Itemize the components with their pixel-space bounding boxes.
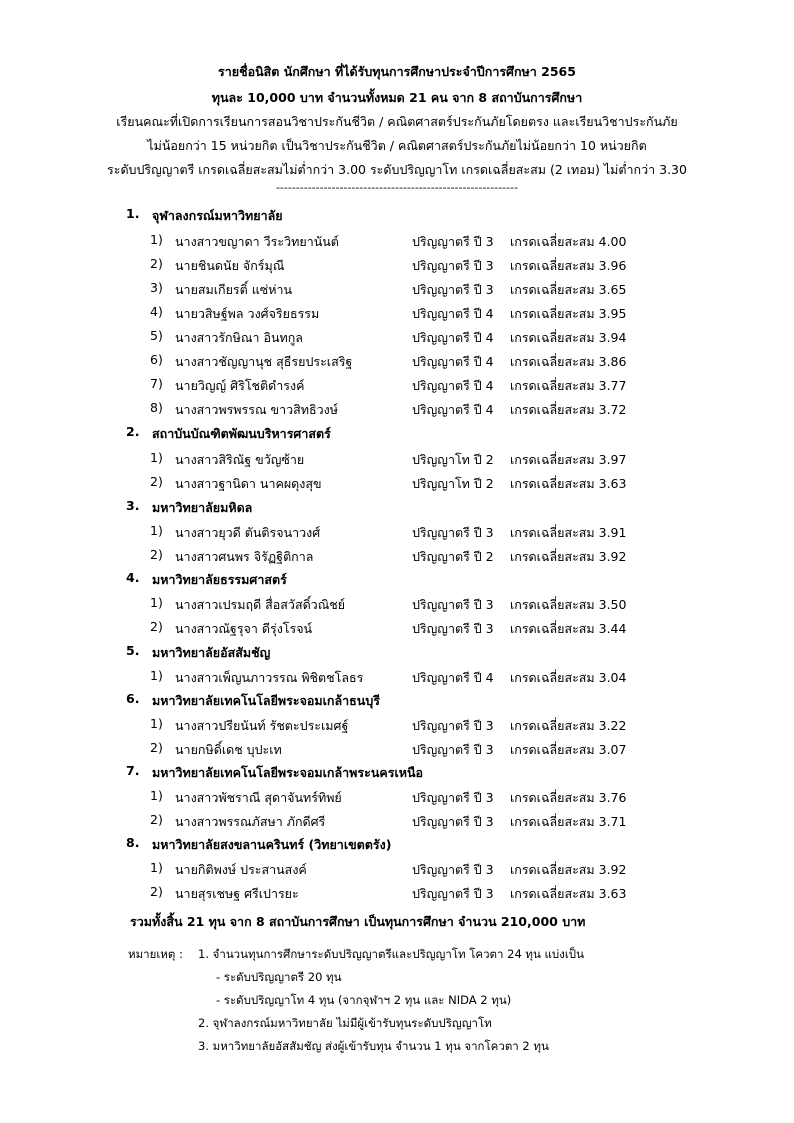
institution-number: 2. xyxy=(126,424,140,439)
student-index: 5) xyxy=(150,328,163,343)
student-name: นางสาวพัชราณี สุดาจันทร์ทิพย์ xyxy=(175,790,342,805)
student-name: นางสาวยุวดี ตันติรจนาวงศ์ xyxy=(175,525,321,540)
institution-number: 4. xyxy=(126,570,140,585)
student-gpa: เกรดเฉลี่ยสะสม 3.63 xyxy=(510,886,627,901)
student-name: นางสาวพรพรรณ ขาวสิทธิวงษ์ xyxy=(175,402,338,417)
student-degree: ปริญญาตรี ปี 3 xyxy=(412,621,494,636)
student-degree: ปริญญาตรี ปี 4 xyxy=(412,354,494,369)
student-name: นางสาวศนพร จิรัฏฐิติกาล xyxy=(175,549,314,564)
student-degree: ปริญญาตรี ปี 3 xyxy=(412,886,494,901)
criteria-line-3: ระดับปริญญาตรี เกรดเฉลี่ยสะสมไม่ต่ำกว่า 3.00 ระดับปริญญาโท เกรดเฉลี่ยสะสม (2 เทอม) ไม่ต่ำกว่า 3.30 xyxy=(107,162,687,177)
institution-name: มหาวิทยาลัยธรรมศาสตร์ xyxy=(152,572,287,587)
institution-name: มหาวิทยาลัยสงขลานครินทร์ (วิทยาเขตตรัง) xyxy=(152,837,392,852)
student-gpa: เกรดเฉลี่ยสะสม 3.76 xyxy=(510,790,627,805)
student-name: นางสาวเพ็ญนภาวรรณ พิชิตชโลธร xyxy=(175,670,364,685)
student-name: นางสาวเปรมฤดี สื่อสวัสดิ์วณิชย์ xyxy=(175,597,346,612)
student-index: 1) xyxy=(150,668,163,683)
summary-total: รวมทั้งสิ้น 21 ทุน จาก 8 สถาบันการศึกษา เป็นทุนการศึกษา จำนวน 210,000 บาท xyxy=(130,914,586,929)
student-name: นางสาวฐานิดา นาคผดุงสุข xyxy=(175,476,322,491)
note-1-bachelor: - ระดับปริญญาตรี 20 ทุน xyxy=(216,970,342,984)
student-name: นางสาวชัญญานุช สุธีรยประเสริฐ xyxy=(175,354,353,369)
student-name: นายสุรเชษฐ ศรีเปารยะ xyxy=(175,886,299,901)
student-index: 3) xyxy=(150,280,163,295)
student-name: นายกิติพงษ์ ประสานสงค์ xyxy=(175,862,307,877)
student-degree: ปริญญาตรี ปี 4 xyxy=(412,306,494,321)
student-name: นางสาวขญาดา วีระวิทยานันต์ xyxy=(175,234,339,249)
divider: ------------------------------------------------------------- xyxy=(275,181,519,194)
student-degree: ปริญญาตรี ปี 3 xyxy=(412,282,494,297)
student-name: นายชินดนัย จักร์มุณี xyxy=(175,258,285,273)
student-gpa: เกรดเฉลี่ยสะสม 3.50 xyxy=(510,597,627,612)
institution-name: มหาวิทยาลัยอัสสัมชัญ xyxy=(152,645,271,660)
student-degree: ปริญญาตรี ปี 3 xyxy=(412,597,494,612)
student-degree: ปริญญาตรี ปี 3 xyxy=(412,814,494,829)
student-gpa: เกรดเฉลี่ยสะสม 3.44 xyxy=(510,621,627,636)
student-index: 1) xyxy=(150,788,163,803)
student-degree: ปริญญาตรี ปี 3 xyxy=(412,790,494,805)
student-gpa: เกรดเฉลี่ยสะสม 3.04 xyxy=(510,670,627,685)
note-1-master: - ระดับปริญญาโท 4 ทุน (จากจุฬาฯ 2 ทุน และ NIDA 2 ทุน) xyxy=(216,993,512,1007)
student-index: 1) xyxy=(150,232,163,247)
student-degree: ปริญญาตรี ปี 3 xyxy=(412,862,494,877)
student-degree: ปริญญาโท ปี 2 xyxy=(412,476,494,491)
institution-number: 7. xyxy=(126,763,140,778)
note-1: 1. จำนวนทุนการศึกษาระดับปริญญาตรีและปริญญาโท โควตา 24 ทุน แบ่งเป็น xyxy=(198,947,584,961)
student-degree: ปริญญาโท ปี 2 xyxy=(412,452,494,467)
student-gpa: เกรดเฉลี่ยสะสม 4.00 xyxy=(510,234,627,249)
student-gpa: เกรดเฉลี่ยสะสม 3.22 xyxy=(510,718,627,733)
criteria-line-1: เรียนคณะที่เปิดการเรียนการสอนวิชาประกันชีวิต / คณิตศาสตร์ประกันภัยโดยตรง และเรียนวิชาประกันภัย xyxy=(116,114,678,129)
student-gpa: เกรดเฉลี่ยสะสม 3.86 xyxy=(510,354,627,369)
institution-number: 3. xyxy=(126,498,140,513)
student-gpa: เกรดเฉลี่ยสะสม 3.92 xyxy=(510,862,627,877)
institution-number: 5. xyxy=(126,643,140,658)
student-degree: ปริญญาตรี ปี 3 xyxy=(412,718,494,733)
student-gpa: เกรดเฉลี่ยสะสม 3.72 xyxy=(510,402,627,417)
student-gpa: เกรดเฉลี่ยสะสม 3.95 xyxy=(510,306,627,321)
student-index: 2) xyxy=(150,812,163,827)
student-index: 2) xyxy=(150,547,163,562)
note-2: 2. จุฬาลงกรณ์มหาวิทยาลัย ไม่มีผู้เข้ารับทุนระดับปริญญาโท xyxy=(198,1016,492,1030)
student-index: 2) xyxy=(150,474,163,489)
student-degree: ปริญญาตรี ปี 3 xyxy=(412,234,494,249)
student-index: 4) xyxy=(150,304,163,319)
student-index: 6) xyxy=(150,352,163,367)
student-name: นางสาวสิริณัฐ ขวัญซ้าย xyxy=(175,452,305,467)
student-index: 1) xyxy=(150,595,163,610)
student-gpa: เกรดเฉลี่ยสะสม 3.96 xyxy=(510,258,627,273)
student-degree: ปริญญาตรี ปี 3 xyxy=(412,742,494,757)
student-gpa: เกรดเฉลี่ยสะสม 3.92 xyxy=(510,549,627,564)
student-gpa: เกรดเฉลี่ยสะสม 3.77 xyxy=(510,378,627,393)
student-gpa: เกรดเฉลี่ยสะสม 3.07 xyxy=(510,742,627,757)
student-gpa: เกรดเฉลี่ยสะสม 3.71 xyxy=(510,814,627,829)
student-index: 7) xyxy=(150,376,163,391)
student-degree: ปริญญาตรี ปี 4 xyxy=(412,378,494,393)
institution-number: 1. xyxy=(126,206,140,221)
institution-name: มหาวิทยาลัยเทคโนโลยีพระจอมเกล้าพระนครเหนือ xyxy=(152,765,424,780)
student-degree: ปริญญาตรี ปี 3 xyxy=(412,525,494,540)
student-degree: ปริญญาตรี ปี 4 xyxy=(412,402,494,417)
student-gpa: เกรดเฉลี่ยสะสม 3.63 xyxy=(510,476,627,491)
institution-name: มหาวิทยาลัยมหิดล xyxy=(152,500,253,515)
student-gpa: เกรดเฉลี่ยสะสม 3.91 xyxy=(510,525,627,540)
student-name: นายสมเกียรติ์ แซ่ห่าน xyxy=(175,282,293,297)
notes-label: หมายเหตุ : xyxy=(128,947,183,961)
student-index: 1) xyxy=(150,523,163,538)
institution-name: สถาบันบัณฑิตพัฒนบริหารศาสตร์ xyxy=(152,426,331,441)
student-name: นางสาวรักษิณา อินทกูล xyxy=(175,330,303,345)
student-index: 1) xyxy=(150,450,163,465)
student-gpa: เกรดเฉลี่ยสะสม 3.65 xyxy=(510,282,627,297)
student-degree: ปริญญาตรี ปี 3 xyxy=(412,258,494,273)
student-name: นายวิญญ์ ศิริโชติดำรงค์ xyxy=(175,378,305,393)
institution-name: มหาวิทยาลัยเทคโนโลยีพระจอมเกล้าธนบุรี xyxy=(152,693,380,708)
student-degree: ปริญญาตรี ปี 2 xyxy=(412,549,494,564)
student-name: นางสาวณัฐรุจา ดีรุ่งโรจน์ xyxy=(175,621,313,636)
document-subtitle: ทุนละ 10,000 บาท จำนวนทั้งหมด 21 คน จาก 8 สถาบันการศึกษา xyxy=(211,90,583,105)
student-index: 2) xyxy=(150,884,163,899)
student-index: 1) xyxy=(150,860,163,875)
institution-number: 6. xyxy=(126,691,140,706)
criteria-line-2: ไม่น้อยกว่า 15 หน่วยกิต เป็นวิชาประกันชีวิต / คณิตศาสตร์ประกันภัยไม่น้อยกว่า 10 หน่วยกิต xyxy=(147,138,647,153)
student-gpa: เกรดเฉลี่ยสะสม 3.94 xyxy=(510,330,627,345)
student-name: นายวสิษฐ์พล วงศ์จริยธรรม xyxy=(175,306,320,321)
student-degree: ปริญญาตรี ปี 4 xyxy=(412,670,494,685)
student-index: 1) xyxy=(150,716,163,731)
institution-name: จุฬาลงกรณ์มหาวิทยาลัย xyxy=(152,208,283,223)
student-index: 8) xyxy=(150,400,163,415)
student-name: นางสาวปรียนันท์ รัชตะประเมศฐ์ xyxy=(175,718,349,733)
student-index: 2) xyxy=(150,256,163,271)
student-index: 2) xyxy=(150,619,163,634)
student-gpa: เกรดเฉลี่ยสะสม 3.97 xyxy=(510,452,627,467)
student-name: นางสาวพรรณภัสษา ภักดีศรี xyxy=(175,814,326,829)
document-title: รายชื่อนิสิต นักศึกษา ที่ได้รับทุนการศึกษาประจำปีการศึกษา 2565 xyxy=(218,64,576,79)
student-index: 2) xyxy=(150,740,163,755)
student-degree: ปริญญาตรี ปี 4 xyxy=(412,330,494,345)
note-3: 3. มหาวิทยาลัยอัสสัมชัญ ส่งผู้เข้ารับทุน จำนวน 1 ทุน จากโควตา 2 ทุน xyxy=(198,1039,549,1053)
institution-number: 8. xyxy=(126,835,140,850)
student-name: นายกษิดิ์เดช บุปะเท xyxy=(175,742,282,757)
